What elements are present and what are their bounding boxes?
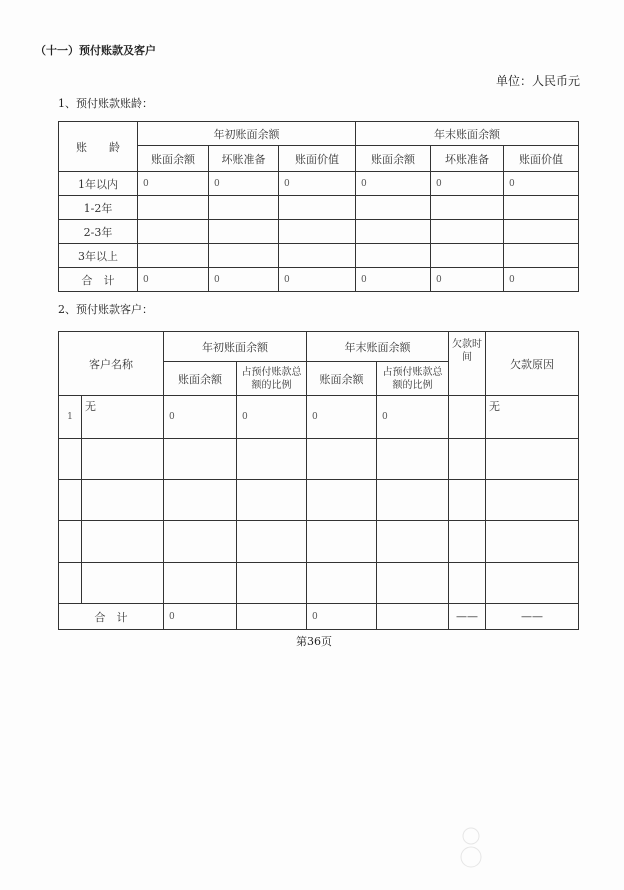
- cell: 0: [279, 268, 356, 292]
- subheader: 坏账准备: [431, 146, 504, 172]
- customer-table: [58, 331, 579, 630]
- header-reason: 欠款原因: [486, 332, 579, 396]
- watermark-icon: [460, 826, 482, 870]
- subheader: 账面余额: [307, 362, 377, 396]
- row-label: 1年以内: [59, 172, 138, 196]
- header-begin-balance: 年初账面余额: [164, 332, 307, 362]
- cell: [237, 604, 307, 630]
- subheader: 坏账准备: [209, 146, 279, 172]
- part2-heading: 2、预付账款客户：: [58, 303, 153, 316]
- table-row: [59, 480, 579, 521]
- cell: 0: [356, 268, 431, 292]
- unit-label: 单位：人民币元: [495, 74, 580, 88]
- aging-table: [58, 121, 579, 292]
- cell: 0: [164, 396, 237, 439]
- header-begin-balance: 年初账面余额: [138, 122, 356, 146]
- subheader: 账面价值: [279, 146, 356, 172]
- cell: 0: [504, 172, 579, 196]
- cell: 0: [504, 268, 579, 292]
- row-label: 合 计: [59, 604, 164, 630]
- part1-heading: 1、预付账款账龄：: [58, 97, 153, 110]
- cell: 0: [307, 396, 377, 439]
- cell: 0: [138, 268, 209, 292]
- header-end-balance: 年末账面余额: [307, 332, 449, 362]
- cell: 0: [356, 172, 431, 196]
- table-row: [59, 563, 579, 604]
- total-row: [59, 604, 579, 630]
- row-label: 2-3年: [59, 220, 138, 244]
- header-end-balance: 年末账面余额: [356, 122, 579, 146]
- subheader: 占预付账款总额的比例: [377, 362, 449, 396]
- header-time: 欠款时间: [449, 332, 486, 396]
- cell: [449, 396, 486, 439]
- cell: 0: [164, 604, 237, 630]
- total-row: [59, 268, 579, 292]
- cell: ——: [449, 604, 486, 630]
- subheader: 账面余额: [356, 146, 431, 172]
- row-label: 合 计: [59, 268, 138, 292]
- table-row: [59, 220, 579, 244]
- cell: 0: [307, 604, 377, 630]
- cell: ——: [486, 604, 579, 630]
- cell: 0: [209, 268, 279, 292]
- section-title: （十一）预付账款及客户: [35, 44, 156, 57]
- subheader: 账面余额: [164, 362, 237, 396]
- cell: 0: [209, 172, 279, 196]
- cell: [377, 604, 449, 630]
- table-row: [59, 196, 579, 220]
- row-label: 3年以上: [59, 244, 138, 268]
- cell: 0: [237, 396, 307, 439]
- subheader: 账面余额: [138, 146, 209, 172]
- table-row: [59, 396, 579, 439]
- row-index: 1: [59, 396, 82, 439]
- cell: 0: [279, 172, 356, 196]
- page-number: 第36页: [296, 635, 332, 648]
- header-aging: 账 龄: [59, 122, 138, 172]
- table-row: [59, 521, 579, 563]
- reason: 无: [486, 396, 579, 439]
- subheader: 占预付账款总额的比例: [237, 362, 307, 396]
- cell: 0: [431, 268, 504, 292]
- customer-name: 无: [82, 396, 164, 439]
- subheader: 账面价值: [504, 146, 579, 172]
- row-label: 1-2年: [59, 196, 138, 220]
- table-row: [59, 244, 579, 268]
- cell: 0: [431, 172, 504, 196]
- cell: 0: [138, 172, 209, 196]
- header-customer: 客户名称: [59, 332, 164, 396]
- table-row: [59, 172, 579, 196]
- table-row: [59, 439, 579, 480]
- cell: 0: [377, 396, 449, 439]
